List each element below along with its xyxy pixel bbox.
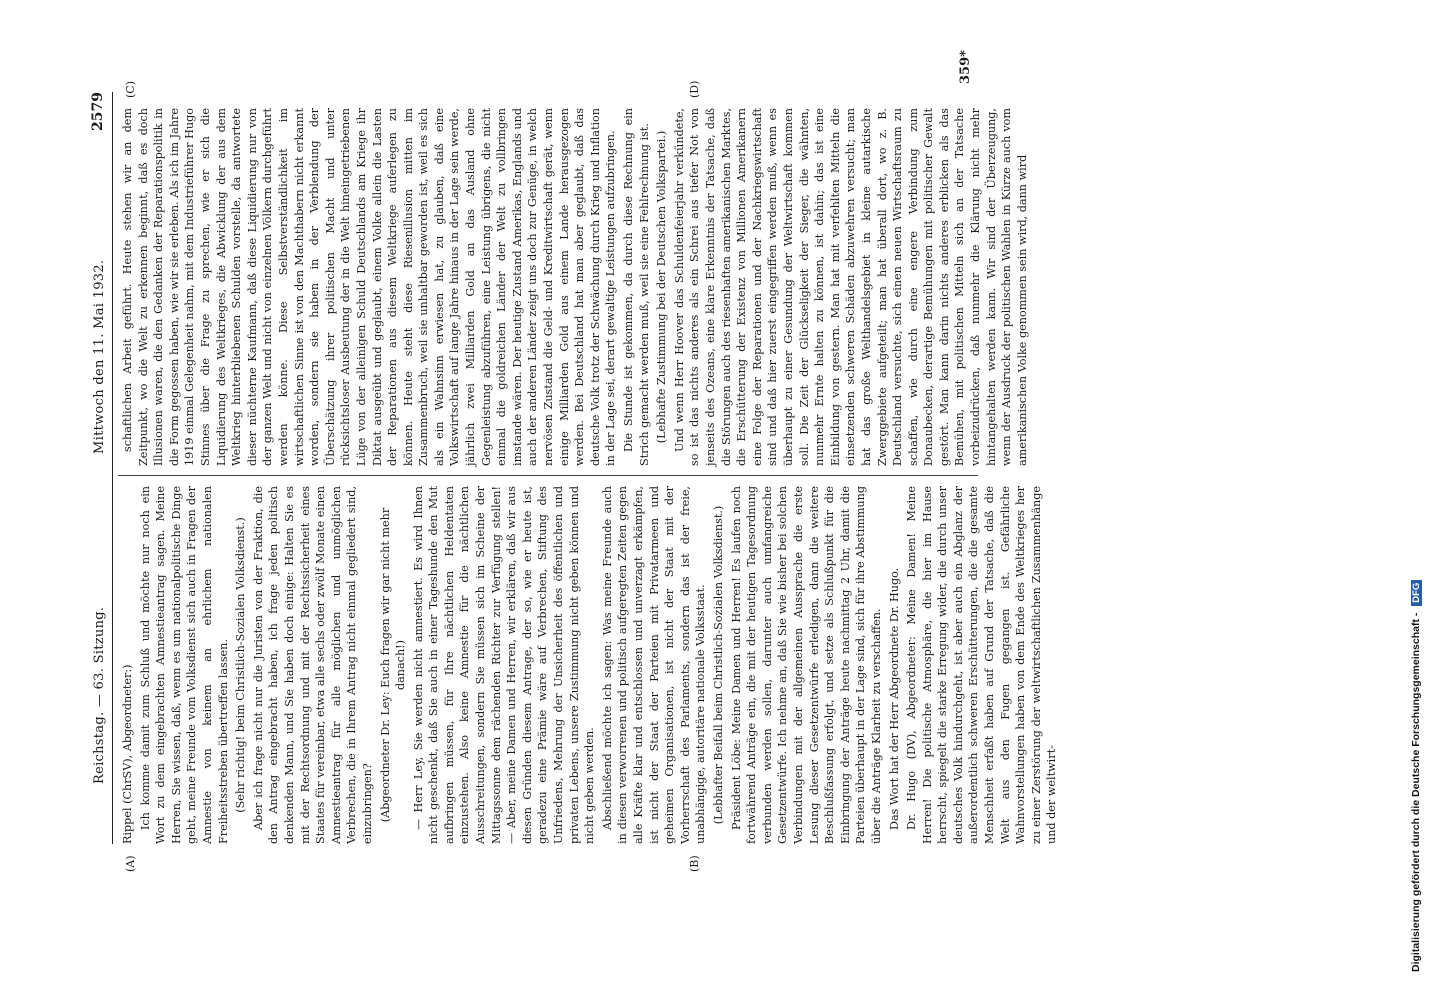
margin-mark-a: (A)	[124, 855, 137, 872]
header-rule	[112, 92, 113, 844]
page-content	[88, 50, 1059, 872]
credit-text: Digitalisierung gefördert durch die Deutsche Forschungsgemeinschaft -	[1410, 612, 1422, 972]
left-paragraph: (Sehr richtig! beim Christlich-Sozialen Volksdienst.)	[234, 517, 248, 813]
page-number: 2579	[90, 92, 106, 131]
left-paragraph: Abschließend möchte ich sagen: Was meine Freunde auch in diesen verworrenen und politisch aufgeregten Zeiten gegen alle Kräfte klar und entschlossen und unverzagt erkämpfen, ist nicht der Staat der Parteien mit Privatarmeen und geheimen Organisationen, ist nicht der Staat mit der Vorherrschaft des Parlaments, sondern das ist der freie, unabhängige, autoritäre nationale Volksstaat.	[600, 486, 708, 844]
left-column	[120, 486, 1062, 844]
right-paragraph: Und wenn Herr Hoover das Schuldenfeierjahr verkündete, so ist das nichts anderes als ein Schrei aus tiefer Not von jenseits des Ozeans, eine klare Erkenntnis der Tatsache, daß die Störungen auch des riesenhaften amerikanischen Marktes, die Erschütterung der Existenz von Millionen Amerikanern eine Folge der Reparationen und der Nachkriegswirtschaft sind und daß hier zuerst eingegriffen werden muß, wenn es überhaupt zu einer Gesundung der Weltwirtschaft kommen soll. Die Zeit der Glückseligkeit der Sieger, die wähnten, nunmehr Ernte halten zu können, ist dahin; das ist eine Einbildung von gestern. Man hat mit verfehlten Mitteln die einsetzenden schweren Schäden abzuwehren versucht; man hat das große Welthandelsgebiet in kleine autarkische Zwerggebiete aufgeteilt; man hat überall dort, wo z. B. Deutschland versuchte, sich einen neuen Wirtschaftsraum zu schaffen, wie durch eine engere Verbindung zum Donaubecken, derartige Bemühungen mit politischer Gewalt gestört. Man kann darin nichts anderes erblicken als das Bemühen, mit politischen Mitteln sich an der Tatsache vorbeizudrücken, daß nunmehr die Klärung nicht mehr hintangehalten werden kann. Wir sind der Überzeugung, wenn der Ausdruck der politischen Wahlen in Kürze auch vom amerikanischen Volke genommen sein wird, dann wird	[672, 108, 1029, 466]
left-paragraph: Präsident Löbe: Meine Damen und Herren! Es laufen noch fortwährend Anträge ein, die mit der heutigen Tagesordnung verbunden werden sollen, darunter auch umfangreiche Gesetzentwürfe. Ich nehme an, daß Sie wie bisher bei solchen Verbindungen mit der allgemeinen Aussprache die erste Lesung dieser Gesetzentwürfe erledigen, dann die weitere Beschlußfassung erfolgt, und setze als Schlußpunkt für die Einbringung der Anträge heute nachmittag 2 Uhr, damit die Parteien überhaupt in der Lage sind, sich für ihre Abstimmung über die Anträge Klarheit zu verschaffen.	[729, 486, 883, 844]
header-date: Mittwoch den 11. Mai 1932.	[92, 259, 107, 454]
margin-mark-b: (B)	[688, 855, 701, 872]
right-column	[120, 108, 1032, 466]
running-header	[88, 92, 110, 844]
right-paragraph: (Lebhafte Zustimmung bei der Deutschen Volkspartei.)	[655, 130, 669, 444]
left-paragraph: Ich komme damit zum Schluß und möchte nur noch ein Wort zu dem eingebrachten Amnestieantrag sagen. Meine Herren, Sie wissen, daß, wenn es um nationalpolitische Dinge geht, meine Freunde vom Volksdienst sich auch in Fragen der Amnestie von keinem an ehrlichem nationalen Freiheitsstreben übertreffen lassen.	[138, 486, 230, 844]
left-paragraph: Aber ich frage nicht nur die Juristen von der Fraktion, die den Antrag eingebracht haben, ich frage jeden politisch denkenden Mann, und Sie haben doch einige: Halten Sie es mit der Rechtsordnung und mit der Rechtssicherheit eines Staates für vereinbar, etwa alle sechs oder zwölf Monate einen Amnestieantrag für alle möglichen und unmöglichen Verbrechen, die in Ihrem Antrag nicht einmal gegliedert sind, einzubringen?	[251, 486, 374, 844]
margin-mark-c: (C)	[124, 81, 137, 98]
page-signature: 359*	[958, 50, 973, 84]
digitization-credit	[1410, 12, 1432, 972]
right-paragraph: Die Stunde ist gekommen, da durch diese Rechnung ein Strich gemacht werden muß, weil sie eine Fehlrechnung ist.	[622, 108, 651, 466]
left-paragraph: Rippel (ChrSV), Abgeordneter:)	[121, 664, 134, 844]
left-paragraph: — Herr Ley, Sie werden nicht amnestiert. Es wird Ihnen nicht geschenkt, daß Sie auch in einer Tageshunde den Mut aufbringen müssen, für Ihre nächtlichen Heldentaten einzustehen. Also keine Amnestie für die nächtlichen Ausschreitungen, sondern Sie müssen sich im Scheine der Mittagssonne dem rächenden Richter zur Verfügung stellen! — Aber, meine Damen und Herren, wir erklären, daß wir aus diesen Gründen diesem Antrage, der so, wie er heute ist, geradezu eine Prämie wäre auf Verbrechen, Stiftung des Unfriedens, Mehrung der Unsicherheit des öffentlichen und privaten Lebens, unsere Zustimmung nicht geben können und nicht geben werden.	[411, 486, 597, 844]
left-paragraph: (Lebhafter Beifall beim Christlich-Sozialen Volksdienst.)	[711, 505, 725, 825]
scanned-page	[88, 50, 1059, 872]
left-paragraph: Dr. Hugo (DV), Abgeordneter: Meine Damen! Meine Herren! Die politische Atmosphäre, die hier im Hause herrscht, spiegelt die starke Erregung wider, die durch unser deutsches Volk hindurchgeht, ist aber auch ein Abglanz der außerordentlich schweren Erschütterungen, die die gesamte Menschheit erfaßt haben auf Grund der Tatsache, daß die Welt aus den Fugen gegangen ist. Gefährliche Wahnvorstellungen haben von dem Ende des Weltkrieges her zu einer Zerstörung der weltwirtschaftlichen Zusammenhänge und der weltwirt-	[905, 486, 1059, 844]
margin-mark-d: (D)	[688, 80, 701, 98]
dfg-logo: DFG	[1411, 580, 1422, 606]
left-paragraph: Das Wort hat der Herr Abgeordnete Dr. Hugo.	[887, 567, 901, 830]
left-paragraph: (Abgeordneter Dr. Ley: Euch fragen wir gar nicht mehr danach!)	[378, 507, 408, 823]
right-paragraph: schaftlichen Arbeit geführt. Heute stehen wir an dem Zeitpunkt, wo die Welt zu erkennen beginnt, daß es doch Illusionen waren, die den Gedanken der Reparationspolitik in die Form gegossen haben, wie wir sie erleben. Als ich im Jahre 1919 einmal Gelegenheit nahm, mit dem Industrieführer Hugo Stinnes über die Frage zu sprechen, wie er sich die Liquidierung des Weltkrieges, die Abwicklung der aus dem Weltkrieg hinterbliebenen Schulden vorstelle, da antwortete dieser nüchterne Kaufmann, daß diese Liquidierung nur von der ganzen Welt und nicht von einzelnen Völkern durchgeführt werden könne. Diese Selbstverständlichkeit im wirtschaftlichen Sinne ist von den Machthabern nicht erkannt worden, sondern sie haben in der Verblendung der Überschätzung ihrer politischen Macht und unter rücksichtsloser Ausbeutung der in die Welt hineingetriebenen Lüge von der alleinigen Schuld Deutschlands am Kriege ihr Diktat ausgeübt und geglaubt, einem Volke allein die Lasten der Reparationen aus diesem Weltkriege auferlegen zu können. Heute steht diese Riesenillusion mitten im Zusammenbruch, weil sie unhaltbar geworden ist, weil es sich als ein Wahnsinn erwiesen hat, zu glauben, daß eine Volkswirtschaft auf lange Jahre hinaus in der Lage sein werde, jährlich zwei Milliarden Gold an das Ausland ohne Gegenleistung abzuführen, eine Leistung übrigens, die nicht einmal die goldreichen Länder der Welt zu vollbringen imstande wären. Der heutige Zustand Amerikas, Englands und auch der anderen Länder zeigt uns doch zur Genüge, in welch nervösen Zustand die Geld- und Kreditwirtschaft gerät, wenn einige Milliarden Gold aus einem Lande herausgezogen werden. Bei Deutschland hat man aber geglaubt, daß das deutsche Volk trotz der Schwächung durch Krieg und Inflation in der Lage sei, derart gewaltige Leistungen aufzubringen.	[121, 108, 618, 466]
header-session: Reichstag. — 63. Sitzung.	[92, 606, 107, 784]
column-divider	[118, 475, 978, 476]
